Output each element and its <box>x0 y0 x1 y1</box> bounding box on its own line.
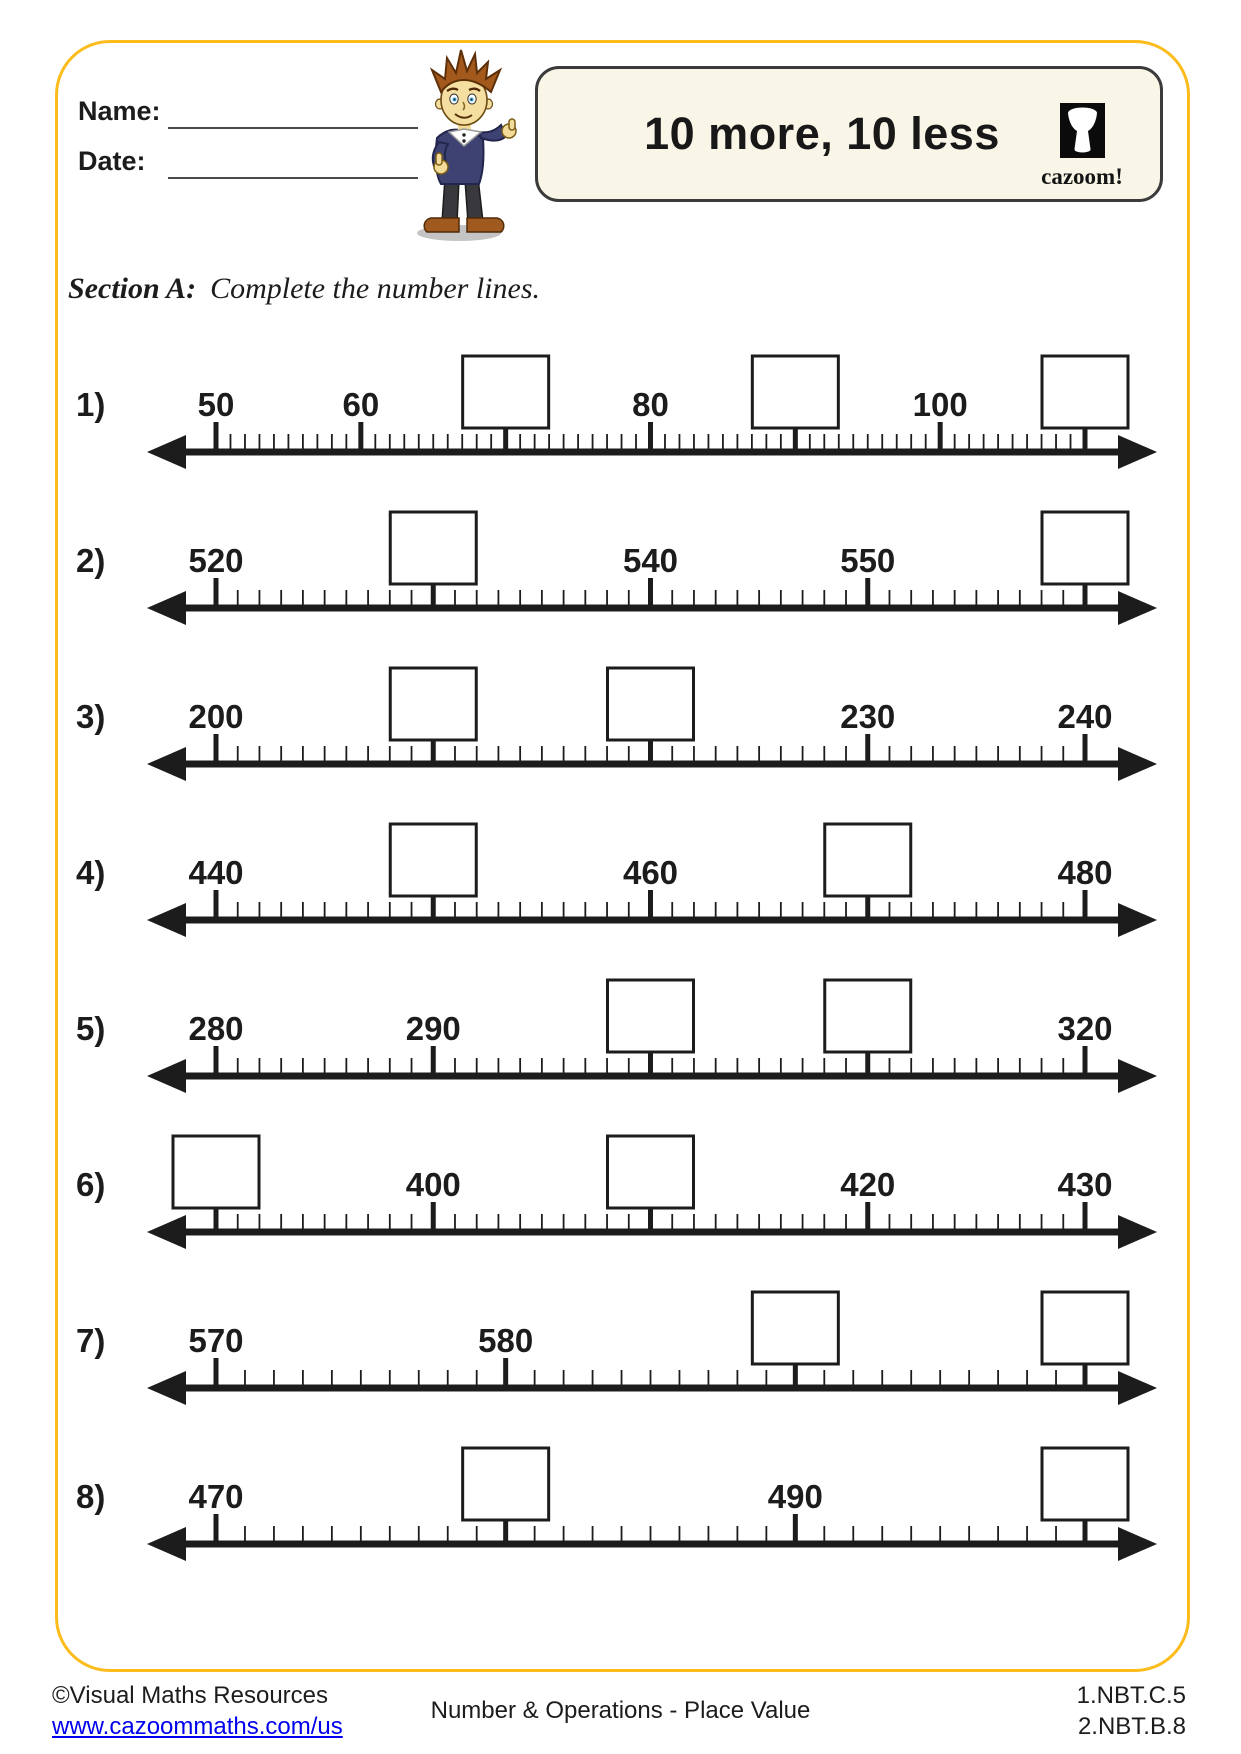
arrowhead-left-icon <box>147 1527 186 1561</box>
tick-label: 320 <box>1057 1010 1113 1047</box>
arrowhead-right-icon <box>1118 591 1157 625</box>
tick-label: 570 <box>188 1322 244 1359</box>
arrowhead-right-icon <box>1118 1059 1157 1093</box>
answer-box[interactable] <box>752 356 838 428</box>
answer-box[interactable] <box>825 980 911 1052</box>
number-line-row <box>0 1117 1241 1257</box>
answer-box[interactable] <box>390 512 476 584</box>
tick-label: 280 <box>188 1010 244 1047</box>
tick-label: 430 <box>1057 1166 1113 1203</box>
answer-box[interactable] <box>825 824 911 896</box>
number-line-row <box>0 1429 1241 1569</box>
arrowhead-right-icon <box>1118 747 1157 781</box>
tick-label: 50 <box>197 386 235 423</box>
number-line-row <box>0 961 1241 1101</box>
standard-code: 2.NBT.B.8 <box>1077 1713 1186 1740</box>
question-number: 3) <box>76 698 106 735</box>
answer-box[interactable] <box>173 1136 259 1208</box>
answer-box[interactable] <box>390 668 476 740</box>
answer-box[interactable] <box>752 1292 838 1364</box>
question-number: 5) <box>76 1010 106 1047</box>
tick-label: 290 <box>405 1010 461 1047</box>
answer-box[interactable] <box>608 668 694 740</box>
date-label: Date: <box>78 146 146 176</box>
number-line-row <box>0 649 1241 789</box>
question-number: 8) <box>76 1478 106 1515</box>
number-line-row <box>0 337 1241 477</box>
tick-label: 550 <box>840 542 896 579</box>
answer-box[interactable] <box>1042 1292 1128 1364</box>
tick-label: 80 <box>632 386 669 423</box>
name-label: Name: <box>78 96 161 126</box>
tick-label: 460 <box>622 854 679 891</box>
tick-label: 100 <box>912 386 968 423</box>
number-line-row <box>0 805 1241 945</box>
arrowhead-right-icon <box>1118 903 1157 937</box>
answer-box[interactable] <box>463 1448 549 1520</box>
tick-label: 240 <box>1057 698 1113 735</box>
tick-label: 200 <box>188 698 244 735</box>
tick-label: 490 <box>767 1478 823 1515</box>
arrowhead-left-icon <box>147 435 186 469</box>
footer-topic: Number & Operations - Place Value <box>430 1697 811 1724</box>
copyright-text: ©Visual Maths Resources <box>52 1682 329 1709</box>
answer-box[interactable] <box>608 980 694 1052</box>
section-a-instruction: Complete the number lines. <box>210 272 541 305</box>
answer-box[interactable] <box>463 356 549 428</box>
arrowhead-right-icon <box>1118 435 1157 469</box>
tick-label: 520 <box>188 542 244 579</box>
answer-box[interactable] <box>390 824 476 896</box>
question-number: 1) <box>76 386 106 423</box>
footer-standards <box>1077 1680 1186 1742</box>
number-line-row <box>0 493 1241 633</box>
tick-label: 440 <box>188 854 244 891</box>
arrowhead-right-icon <box>1118 1527 1157 1561</box>
answer-box[interactable] <box>1042 1448 1128 1520</box>
tick-label: 540 <box>622 542 679 579</box>
arrowhead-left-icon <box>147 1215 186 1249</box>
tick-label: 480 <box>1057 854 1113 891</box>
tick-label: 230 <box>840 698 896 735</box>
tick-label: 420 <box>840 1166 896 1203</box>
question-number: 7) <box>76 1322 106 1359</box>
arrowhead-right-icon <box>1118 1371 1157 1405</box>
arrowhead-right-icon <box>1118 1215 1157 1249</box>
answer-box[interactable] <box>608 1136 694 1208</box>
section-a-label: Section A: <box>68 272 197 305</box>
answer-box[interactable] <box>1042 512 1128 584</box>
arrowhead-left-icon <box>147 591 186 625</box>
number-line-row <box>0 1273 1241 1413</box>
question-number: 4) <box>76 854 106 891</box>
website-link[interactable]: www.cazoommaths.com/us <box>52 1713 343 1740</box>
arrowhead-left-icon <box>147 747 186 781</box>
brand-wordmark: cazoom! <box>1041 164 1123 189</box>
question-number: 6) <box>76 1166 106 1203</box>
question-number: 2) <box>76 542 106 579</box>
tick-label: 60 <box>342 386 380 423</box>
arrowhead-left-icon <box>147 1371 186 1405</box>
arrowhead-left-icon <box>147 903 186 937</box>
tick-label: 470 <box>188 1478 244 1515</box>
standard-code: 1.NBT.C.5 <box>1076 1682 1186 1709</box>
arrowhead-left-icon <box>147 1059 186 1093</box>
answer-box[interactable] <box>1042 356 1128 428</box>
tick-label: 580 <box>478 1322 534 1359</box>
tick-label: 400 <box>405 1166 461 1203</box>
worksheet-title: 10 more, 10 less <box>644 108 1000 159</box>
